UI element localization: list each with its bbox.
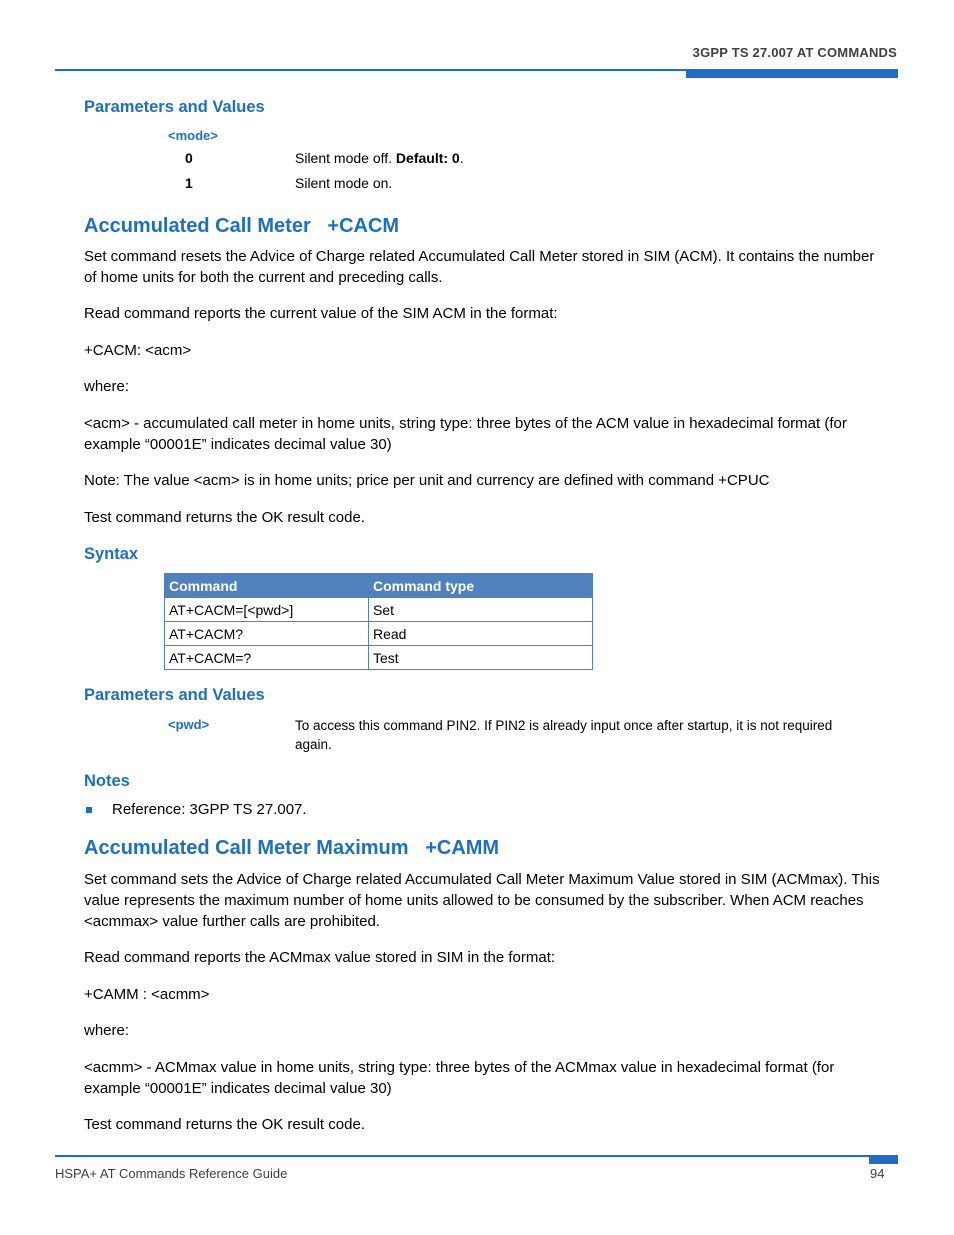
- param-desc-pwd: To access this command PIN2. If PIN2 is already input once after startup, it is not required again.: [295, 718, 833, 752]
- param-name-pwd: <pwd>: [168, 717, 210, 732]
- cacm-paragraph-1: Set command resets the Advice of Charge related Accumulated Call Meter stored in SIM (ACM). It contains the number of home units for both the current and preceding calls.: [84, 248, 875, 286]
- header-rule-accent: [686, 70, 898, 78]
- syntax-table: [164, 573, 593, 670]
- camm-test: Test command returns the OK result code.: [84, 1116, 365, 1133]
- table-cell: Test: [369, 646, 593, 670]
- page-number: 94: [870, 1166, 885, 1181]
- table-cell: AT+CACM=[<pwd>]: [165, 598, 369, 622]
- camm-acmm-desc: <acmm> - ACMmax value in home units, string type: three bytes of the ACMmax value in hexadecimal format (for example “00001E” indicates decimal value 30): [84, 1059, 835, 1097]
- param-desc-1: Silent mode on.: [295, 175, 393, 191]
- table-row: [165, 622, 593, 646]
- table-cell: Read: [369, 622, 593, 646]
- cacm-format: +CACM: <acm>: [84, 342, 192, 359]
- table-row: [165, 646, 593, 670]
- table-cell: AT+CACM=?: [165, 646, 369, 670]
- param-value-1: 1: [185, 175, 193, 191]
- table-cell: Set: [369, 598, 593, 622]
- cacm-paragraph-2: Read command reports the current value of the SIM ACM in the format:: [84, 305, 558, 322]
- cacm-acm-desc: <acm> - accumulated call meter in home units, string type: three bytes of the ACM value in hexadecimal format (for example “00001E” indicates decimal value 30): [84, 415, 847, 453]
- note-item: Reference: 3GPP TS 27.007.: [112, 801, 307, 818]
- cacm-where: where:: [84, 378, 130, 395]
- running-header: 3GPP TS 27.007 AT COMMANDS: [692, 45, 897, 60]
- bullet-icon: [86, 807, 92, 813]
- cacm-test: Test command returns the OK result code.: [84, 509, 365, 526]
- params-heading-1: Parameters and Values: [84, 98, 265, 116]
- camm-format: +CAMM : <acmm>: [84, 986, 210, 1003]
- camm-title: Accumulated Call Meter Maximum +CAMM: [84, 837, 500, 859]
- footer-rule: [55, 1155, 898, 1157]
- table-header-row: [165, 574, 593, 598]
- cacm-title: Accumulated Call Meter +CACM: [84, 215, 400, 237]
- param-name-mode: <mode>: [168, 128, 218, 143]
- params-heading-2: Parameters and Values: [84, 686, 265, 704]
- table-header-cell: Command: [165, 574, 369, 598]
- table-header-cell: Command type: [369, 574, 593, 598]
- param-value-0: 0: [185, 150, 193, 166]
- param-desc-0: Silent mode off. Default: 0.: [295, 150, 464, 166]
- footer-title: HSPA+ AT Commands Reference Guide: [55, 1166, 288, 1181]
- notes-heading: Notes: [84, 772, 130, 790]
- syntax-heading: Syntax: [84, 545, 139, 563]
- cacm-note: Note: The value <acm> is in home units; price per unit and currency are defined with command +CPUC: [84, 472, 770, 489]
- camm-paragraph-1: Set command sets the Advice of Charge related Accumulated Call Meter Maximum Value stored in SIM (ACMmax). This value represents the maximum number of home units allowed to be consumed by the subscriber. When ACM reaches <acmmax> value further calls are prohibited.: [84, 871, 880, 930]
- footer-rule-accent: [869, 1155, 898, 1164]
- camm-paragraph-2: Read command reports the ACMmax value stored in SIM in the format:: [84, 949, 556, 966]
- table-row: [165, 598, 593, 622]
- camm-where: where:: [84, 1022, 130, 1039]
- table-cell: AT+CACM?: [165, 622, 369, 646]
